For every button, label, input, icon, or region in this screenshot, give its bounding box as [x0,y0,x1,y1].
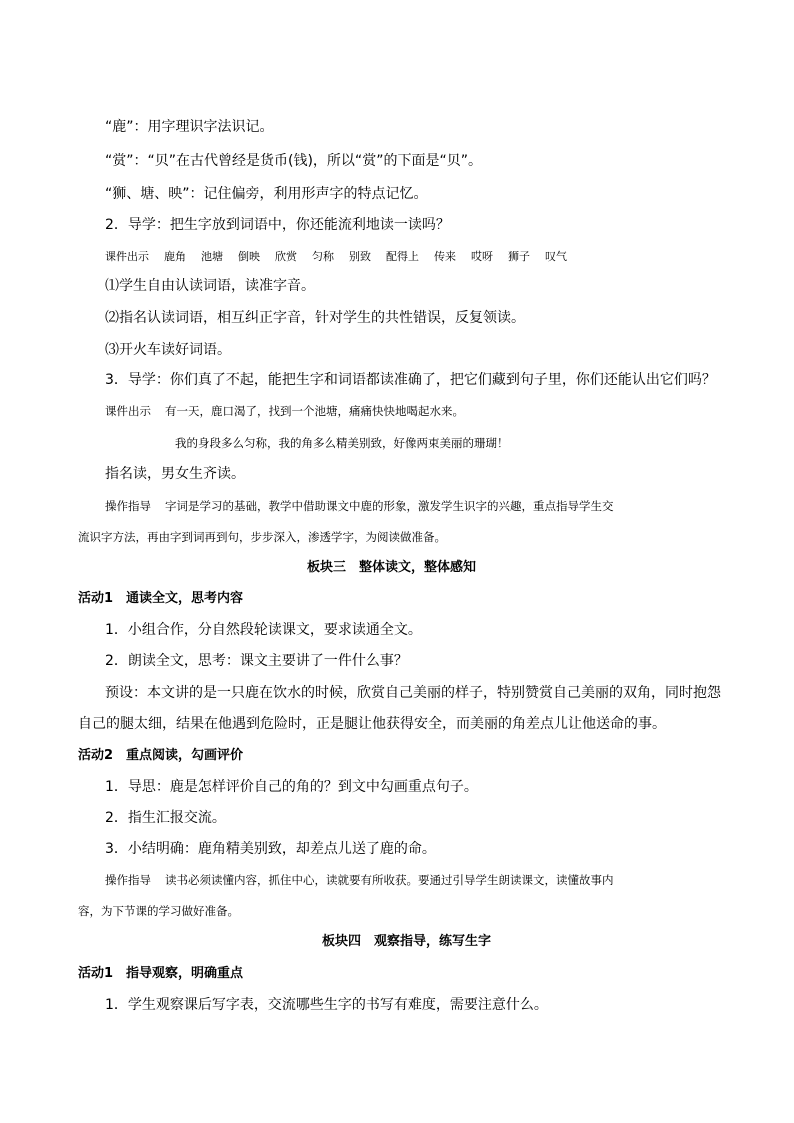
guidance-note: 操作指导 字词是学习的基础，教学中借助课文中鹿的形象，激发学生识字的兴趣，重点指导学生交 [105,499,614,513]
courseware-sentence: 我的身段多么匀称，我的角多么精美别致，好像两束美丽的珊瑚！ [175,436,509,450]
word-item: 匀称 [312,250,334,263]
word-item: 倒映 [238,250,260,263]
word-item: 狮子 [508,250,530,263]
word-item: 鹿角 [164,250,186,263]
guidance-label: 操作指导 [105,873,151,887]
guidance-note: 操作指导 读书必须读懂内容，抓住中心，读就要有所收获。要通过引导学生朗读课文，读懂故事内 [105,873,614,887]
text-line: “狮、塘、映”：记住偏旁，利用形声字的特点记忆。 [105,186,428,202]
text-line: 2．导学：把生字放到词语中，你还能流利地读一读吗？ [105,217,450,233]
activity-heading: 活动1 指导观察，明确重点 [78,966,244,981]
text-line: 预设：本文讲的是一只鹿在饮水的时候，欣赏自己美丽的样子，特别赞赏自己美丽的双角，同时抱怨 [105,685,721,701]
word-item: 别致 [349,250,371,263]
word-item: 传来 [434,250,456,263]
section-heading: 板块三 整体读文，整体感知 [307,560,477,575]
text-line: 3．小结明确：鹿角精美别致，却差点儿送了鹿的命。 [105,841,436,857]
text-line: 指名读，男女生齐读。 [105,466,245,482]
text-line: 2．指生汇报交流。 [105,810,226,826]
word-item: 欣赏 [275,250,297,263]
courseware-words [105,247,582,266]
text-line: ⑶开火车读好词语。 [105,342,231,358]
text-line: “赏”：“贝”在古代曾经是货币(钱)，所以“赏”的下面是“贝”。 [105,153,482,169]
text-line: 自己的腿太细，结果在他遇到危险时，正是腿让他获得安全，而美丽的角差点儿让他送命的事。 [78,716,666,732]
text-line: 1．小组合作，分自然段轮读课文，要求读通全文。 [105,622,422,638]
text-line: 1．导思：鹿是怎样评价自己的角的？到文中勾画重点句子。 [105,779,478,795]
activity-heading: 活动2 重点阅读，勾画评价 [78,748,244,763]
text-line: ⑴学生自由认读词语，读准字音。 [105,278,315,294]
activity-heading: 活动1 通读全文，思考内容 [78,591,244,606]
text-line: ⑵指名认读词语，相互纠正字音，针对学生的共性错误，反复领读。 [105,310,525,326]
text-line: 3．导学：你们真了不起，能把生字和词语都读准确了，把它们藏到句子里，你们还能认出它们吗？ [105,372,716,388]
text-line: 2．朗读全文，思考：课文主要讲了一件什么事？ [105,653,408,669]
guidance-note: 容，为下节课的学习做好准备。 [78,904,239,918]
courseware-label: 课件出示 [105,250,149,263]
text-line: “鹿”：用字理识字法识记。 [105,119,274,135]
word-item: 配得上 [386,250,419,263]
word-item: 哎呀 [471,250,493,263]
courseware-sentence: 课件出示 有一天，鹿口渴了，找到一个池塘，痛痛快快地喝起水来。 [105,404,464,418]
courseware-label: 课件出示 [105,404,151,418]
section-heading: 板块四 观察指导，练写生字 [322,934,492,949]
text-line: 1．学生观察课后写字表，交流哪些生字的书写有难度，需要注意什么。 [105,997,548,1013]
word-item: 叹气 [545,250,567,263]
guidance-label: 操作指导 [105,499,151,513]
guidance-note: 流识字方法，再由字到词再到句，步步深入，渗透学字，为阅读做准备。 [78,530,446,544]
word-item: 池塘 [201,250,223,263]
